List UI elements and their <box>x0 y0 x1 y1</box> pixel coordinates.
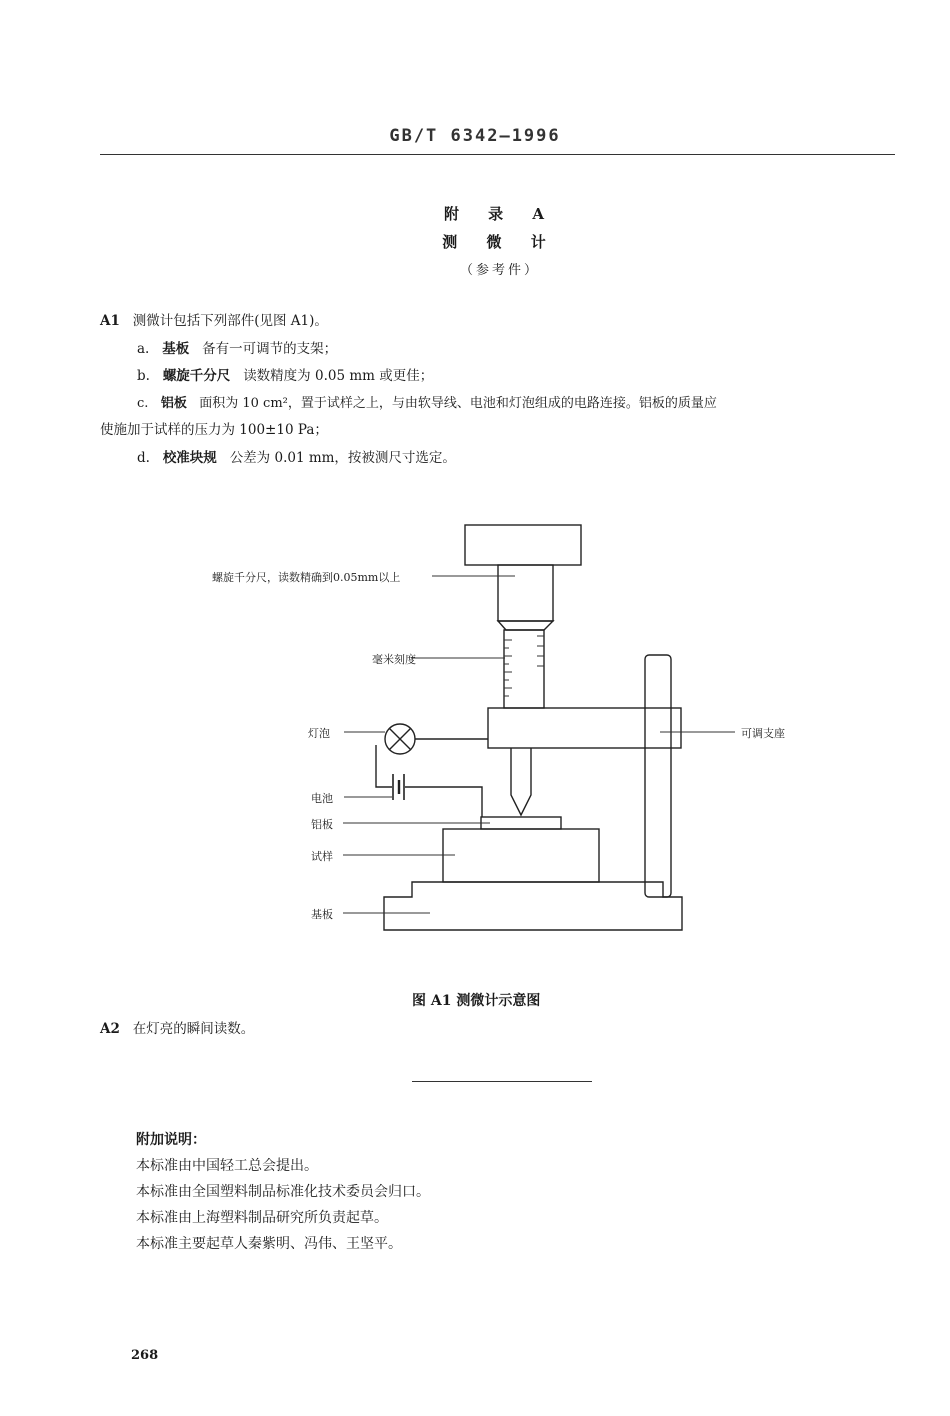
item-mark: a. <box>137 341 150 357</box>
label-specimen: 试样 <box>311 850 333 863</box>
a1-intro-text: 测微计包括下列部件(见图 A1)。 <box>132 313 328 329</box>
thimble-cap <box>465 525 581 565</box>
notes-line: 本标准由中国轻工总会提出。 <box>136 1158 318 1174</box>
item-desc: 面积为 10 cm²，置于试样之上，与由软导线、电池和灯泡组成的电路连接。铝板的质量应 <box>199 396 717 411</box>
base-plate <box>384 882 682 930</box>
item-desc: 备有一可调节的支架； <box>202 341 338 357</box>
label-aluminum-plate: 铝板 <box>311 818 333 831</box>
appendix-name: 测 微 计 <box>442 233 558 251</box>
spindle <box>511 748 531 815</box>
item-desc: 读数精度为 0.05 mm 或更佳； <box>243 368 434 384</box>
label-support: 可调支座 <box>741 727 785 740</box>
item-mark: c. <box>137 396 149 411</box>
item-term: 基板 <box>162 341 190 357</box>
item-term: 铝板 <box>160 396 187 411</box>
end-divider <box>412 1081 592 1082</box>
item-mark: b. <box>137 368 150 384</box>
appendix-note: （参考件） <box>459 263 540 278</box>
mm-scale-sleeve <box>504 630 544 708</box>
page-number: 268 <box>131 1348 159 1363</box>
additional-notes <box>136 1127 430 1257</box>
notes-title: 附加说明： <box>136 1132 206 1148</box>
micrometer-barrel <box>498 565 553 621</box>
barrel-taper <box>498 621 553 630</box>
a1-label: A1 <box>100 313 120 329</box>
notes-line: 本标准由上海塑料制品研究所负责起草。 <box>136 1210 388 1226</box>
a2-text: 在灯亮的瞬间读数。 <box>132 1021 255 1037</box>
scale-ticks <box>504 636 544 696</box>
label-bulb: 灯泡 <box>308 727 330 740</box>
a2-line <box>100 1019 254 1039</box>
notes-line: 本标准由全国塑料制品标准化技术委员会归口。 <box>136 1184 430 1200</box>
label-mm-scale: 毫米刻度 <box>372 653 416 666</box>
adjustable-arm <box>488 708 681 748</box>
figure-caption: 图 A1 测微计示意图 <box>412 993 541 1009</box>
item-desc: 公差为 0.01 mm，按被测尺寸选定。 <box>229 450 456 466</box>
item-mark: d. <box>137 450 150 466</box>
standard-code: GB/T 6342—1996 <box>389 126 561 146</box>
a1-item-c-cont: 使施加于试样的压力为 100±10 Pa； <box>100 422 328 438</box>
specimen <box>443 829 599 882</box>
item-term: 螺旋千分尺 <box>162 368 231 384</box>
label-battery: 电池 <box>311 792 333 805</box>
aluminum-plate <box>481 817 561 829</box>
support-column <box>645 655 671 897</box>
item-term: 校准块规 <box>162 450 217 466</box>
label-base: 基板 <box>311 908 333 921</box>
notes-line: 本标准主要起草人秦紫明、冯伟、王坚平。 <box>136 1236 402 1252</box>
a2-label: A2 <box>100 1021 120 1037</box>
label-micrometer: 螺旋千分尺，读数精确到0.05mm以上 <box>212 571 401 584</box>
appendix-title: 附 录 A <box>443 205 557 223</box>
